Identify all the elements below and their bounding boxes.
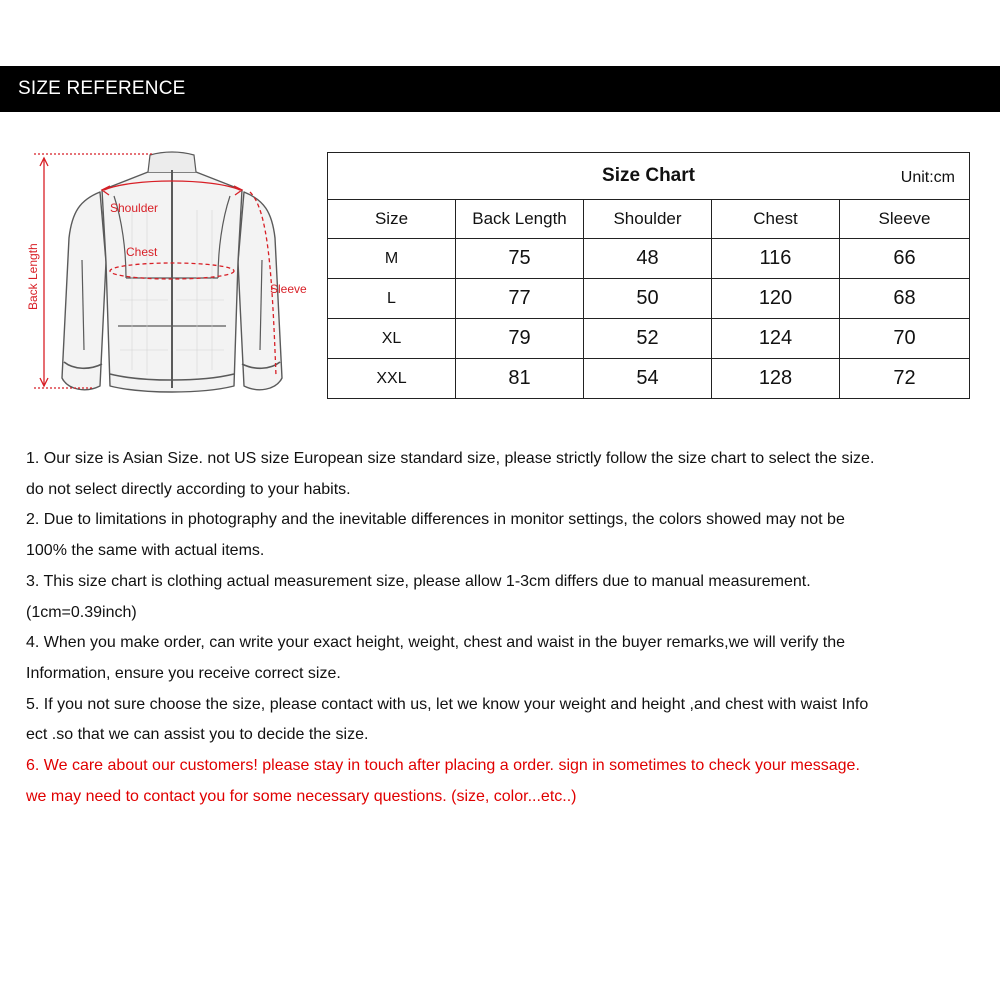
note-line: 1. Our size is Asian Size. not US size European size standard size, please strictly follow the size chart to select the size. bbox=[26, 450, 875, 467]
jacket-illustration bbox=[22, 150, 322, 410]
size-cell: XL bbox=[328, 319, 456, 359]
back-length-label: Back Length bbox=[26, 243, 40, 310]
size-chart-unit: Unit:cm bbox=[900, 169, 956, 186]
page-title: SIZE REFERENCE bbox=[18, 78, 186, 99]
back-length-cell: 79 bbox=[456, 319, 584, 359]
size-notes bbox=[26, 444, 976, 812]
chest-cell: 124 bbox=[712, 319, 840, 359]
sleeve-cell: 66 bbox=[840, 239, 970, 279]
chest-label: Chest bbox=[126, 245, 158, 259]
table-row bbox=[328, 239, 970, 279]
note-line: 3. This size chart is clothing actual measurement size, please allow 1-3cm differs due to manual measurement. bbox=[26, 572, 811, 590]
sleeve-label: Sleeve bbox=[270, 282, 307, 296]
size-chart-title-cell bbox=[328, 153, 970, 200]
note-line: 4. When you make order, can write your exact height, weight, chest and waist in the buyer remarks,we will verify the bbox=[26, 634, 846, 652]
note-line: 5. If you not sure choose the size, please contact with us, let we know your weight and height ,and chest with waist Info bbox=[26, 695, 869, 713]
sleeve-cell: 72 bbox=[840, 359, 970, 399]
column-header-chest: Chest bbox=[712, 200, 840, 239]
shoulder-label: Shoulder bbox=[110, 201, 159, 215]
table-row bbox=[328, 279, 970, 319]
chest-cell: 116 bbox=[712, 239, 840, 279]
table-row bbox=[328, 319, 970, 359]
note-line: do not select directly according to your habits. bbox=[26, 480, 351, 498]
note-line: 2. Due to limitations in photography and the inevitable differences in monitor settings, the colors showed may not be bbox=[26, 511, 845, 529]
column-header-shoulder: Shoulder bbox=[584, 200, 712, 239]
header-bar bbox=[0, 66, 1000, 112]
back-length-cell: 77 bbox=[456, 279, 584, 319]
size-cell: L bbox=[328, 279, 456, 319]
size-chart-header-row bbox=[328, 200, 970, 239]
sleeve-cell: 68 bbox=[840, 279, 970, 319]
note-line-warning: we may need to contact you for some necessary questions. (size, color...etc..) bbox=[26, 787, 577, 805]
shoulder-cell: 48 bbox=[584, 239, 712, 279]
back-length-cell: 75 bbox=[456, 239, 584, 279]
chest-cell: 120 bbox=[712, 279, 840, 319]
size-chart-title-row bbox=[328, 153, 970, 200]
note-line: 100% the same with actual items. bbox=[26, 542, 265, 560]
note-line: (1cm=0.39inch) bbox=[26, 603, 137, 621]
shoulder-cell: 52 bbox=[584, 319, 712, 359]
shoulder-cell: 54 bbox=[584, 359, 712, 399]
shoulder-cell: 50 bbox=[584, 279, 712, 319]
table-row bbox=[328, 359, 970, 399]
back-length-cell: 81 bbox=[456, 359, 584, 399]
column-header-size: Size bbox=[328, 200, 456, 239]
chest-cell: 128 bbox=[712, 359, 840, 399]
column-header-sleeve: Sleeve bbox=[840, 200, 970, 239]
note-line: Information, ensure you receive correct size. bbox=[26, 664, 341, 682]
size-chart-title: Size Chart bbox=[602, 165, 695, 186]
size-cell: XXL bbox=[328, 359, 456, 399]
size-cell: M bbox=[328, 239, 456, 279]
jacket-left-sleeve bbox=[62, 192, 106, 390]
sleeve-cell: 70 bbox=[840, 319, 970, 359]
column-header-back-length: Back Length bbox=[456, 200, 584, 239]
size-chart-table bbox=[327, 152, 970, 399]
note-line: ect .so that we can assist you to decide the size. bbox=[26, 726, 369, 744]
jacket-collar bbox=[148, 152, 196, 172]
note-line-warning: 6. We care about our customers! please stay in touch after placing a order. sign in sometimes to check your message. bbox=[26, 757, 860, 775]
jacket-diagram bbox=[22, 150, 322, 410]
